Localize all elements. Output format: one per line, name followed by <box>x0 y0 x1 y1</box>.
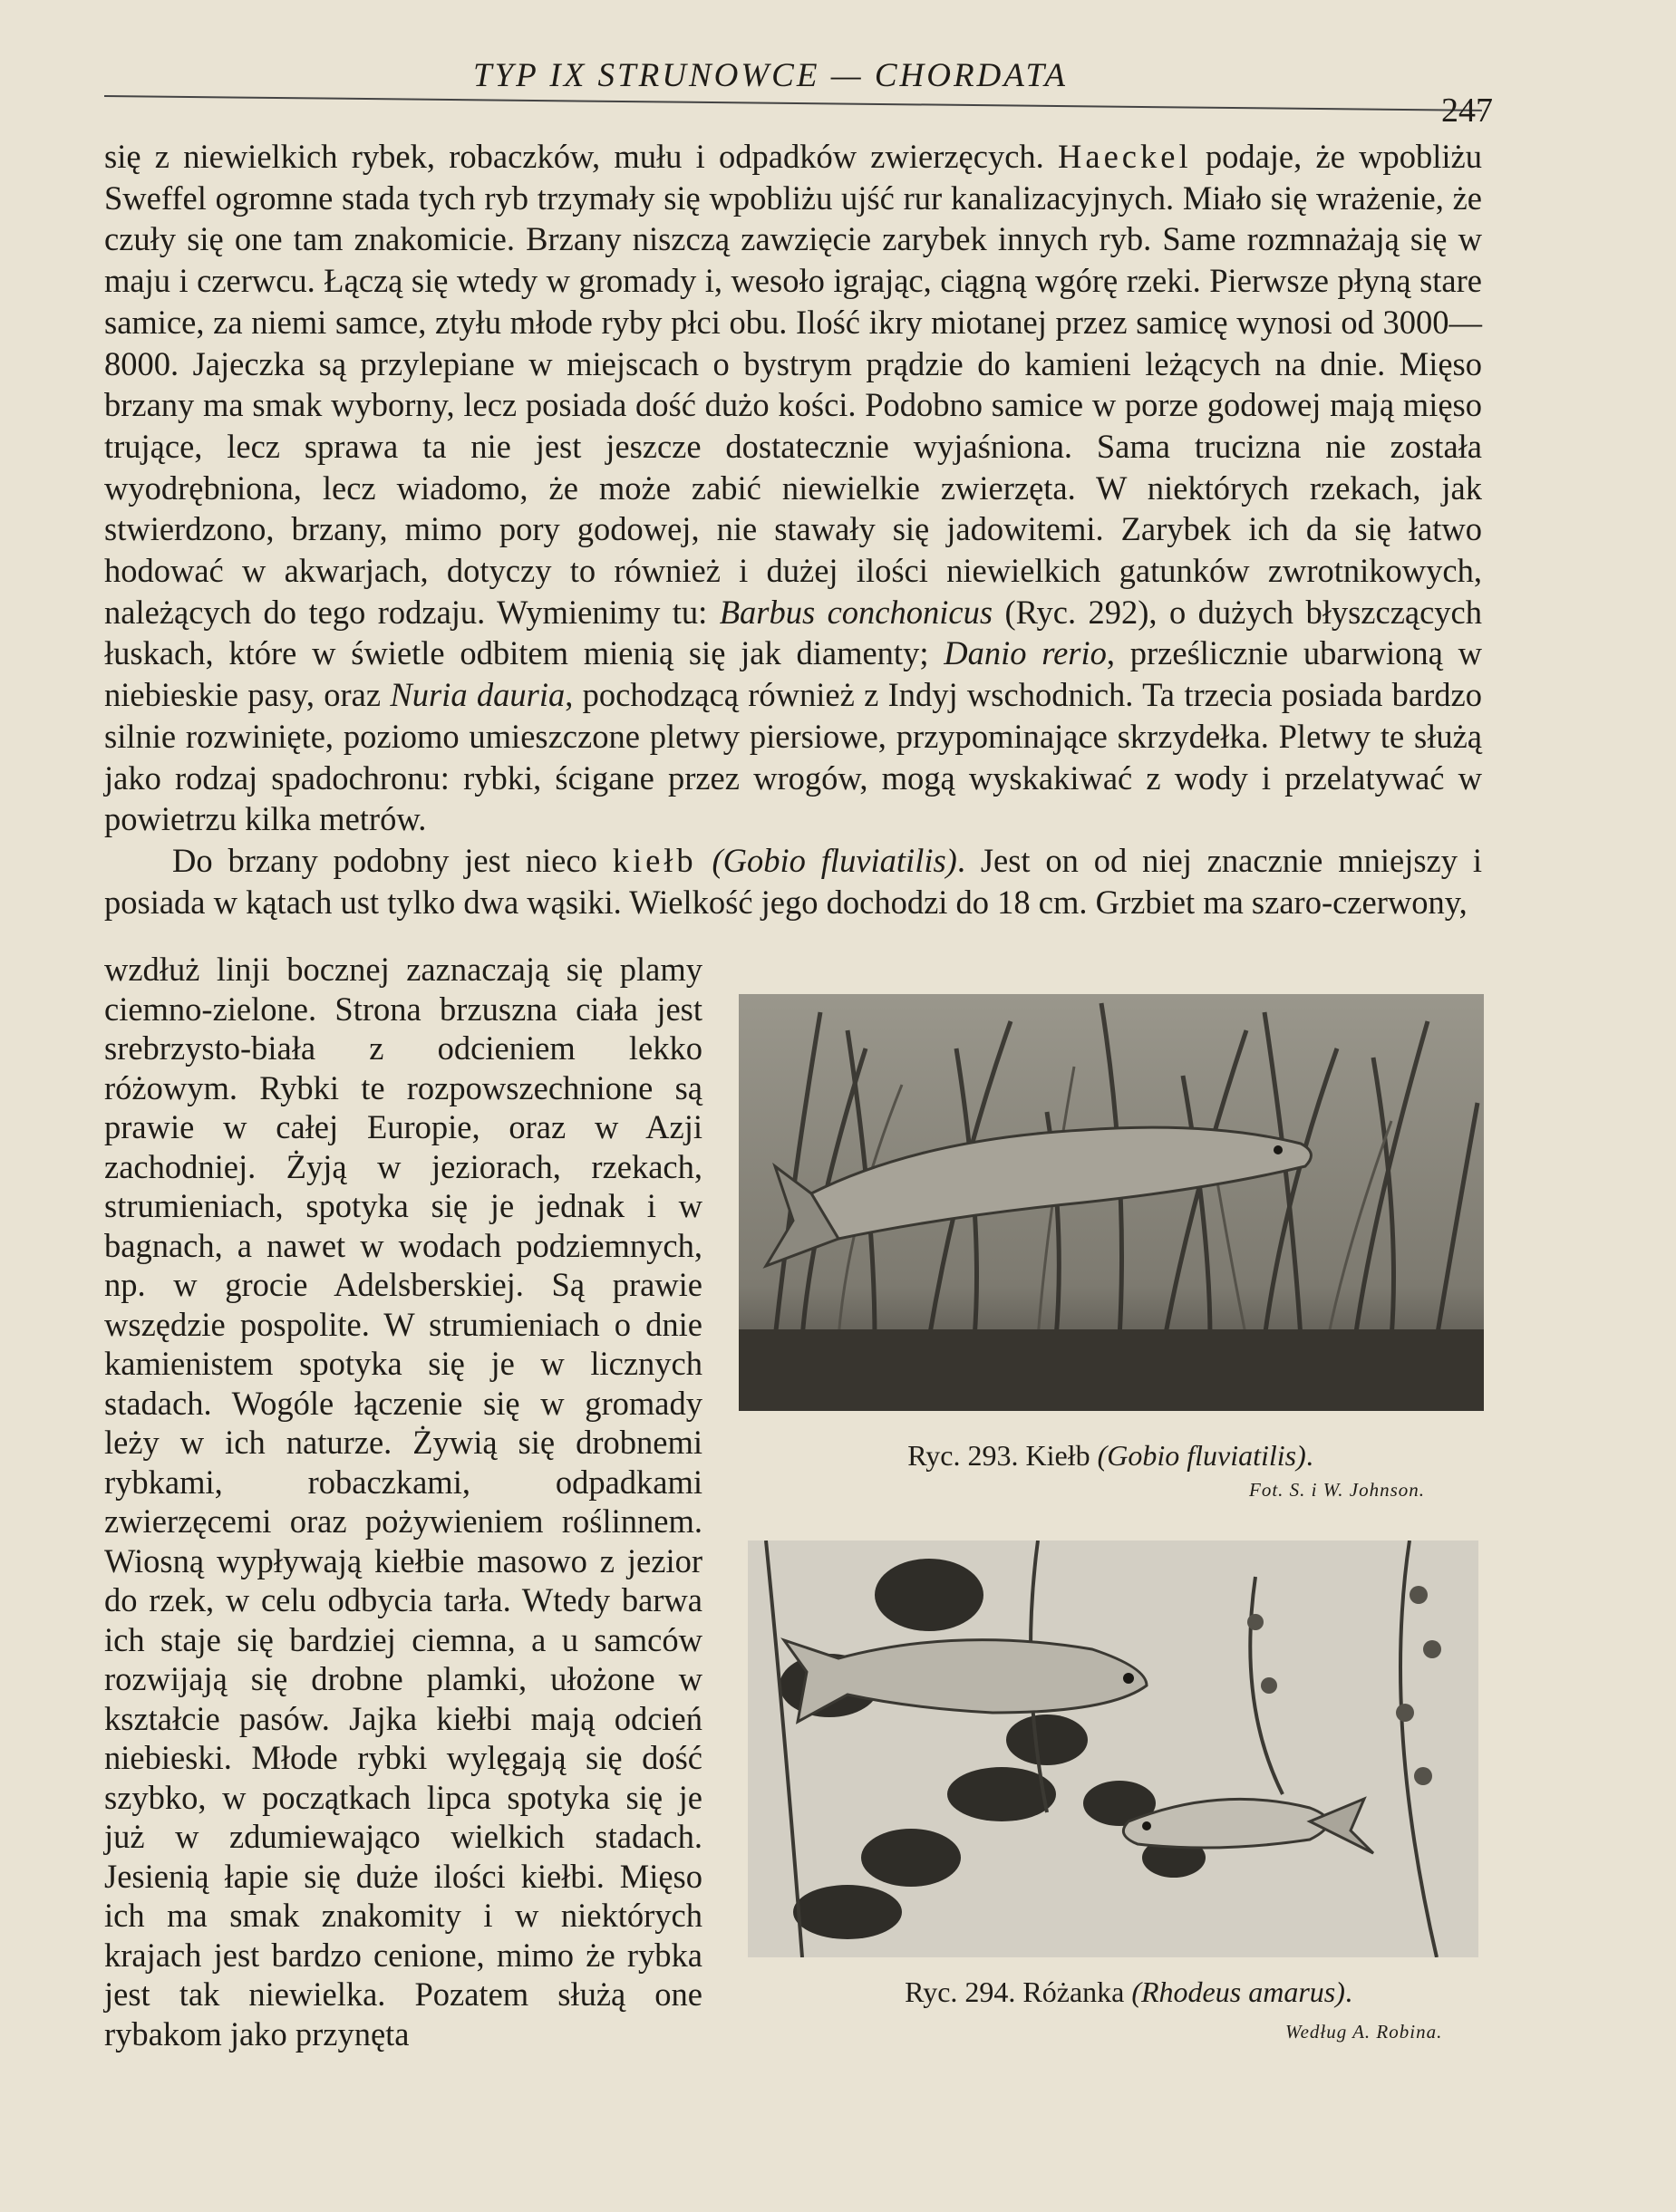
caption-end: . <box>1305 1439 1313 1472</box>
text-run: się z niewielkich rybek, robaczków, mułu i odpadków zwierzęcych. <box>104 138 1059 175</box>
text-run: podaje, że wpobliżu Sweffel ogromne stada tych ryb trzymały się wpobliżu ujść rur kanalizacyjnych. Miało się wrażenie, że czuły się one tam znakomicie. Brzany niszczą zawzięcie zarybek innych ryb. Same rozmnażają się w maju i czerwcu. Łączą się wtedy w gromady i, wesoło igrając, ciągną wgórę rzeki. Pierwsze płyną stare samice, za niemi samce, ztyłu młode ryby płci obu. Ilość ikry miotanej przez samicę wynosi od 3000—8000. Jajeczka są przylepiane w miejscach o bystrym prądzie do kamieni leżących na dnie. Mięso brzany ma smak wyborny, lecz posiada dość dużo kości. Podobno samice w porze godowej mają mięso trujące, lecz sprawa ta nie jest jeszcze dostatecznie wyjaśniona. Sama trucizna nie została wyodrębniona, lecz wiadomo, że może zabić niewielkie zwierzęta. W niektórych rzekach, jak stwierdzono, brzany, mimo pory godowej, nie stawały się jadowitemi. Zarybek ich da się łatwo hodować w akwarjach, dotyczy to również i dużej ilości niewielkich gatunków zwrotnikowych, należących do tego rodzaju. Wymienimy tu: <box>104 138 1482 631</box>
paragraph-1 <box>104 136 1482 840</box>
running-header: TYP IX STRUNOWCE — CHORDATA <box>473 57 1068 94</box>
text-run: . Jest on od niej znacznie mniejszy i posiada w kątach ust tylko dwa wąsiki. Wielkość jego dochodzi do 18 cm. Grzbiet ma szaro-czerwony, <box>104 841 1483 921</box>
column-text: wzdłuż linji bocznej zaznaczają się plamy ciemno-zielone. Strona brzuszna ciała jest srebrzysto-biała z odcieniem lekko różowym. Rybki te rozpowszechnione są prawie w całej Europie, oraz w Azji zachodniej. Żyją w jeziorach, rzekach, strumieniach, spotyka się je jednak i w bagnach, a nawet w wodach podziemnych, np. w grocie Adelsberskiej. Są prawie wszędzie pospolite. W strumieniach o dnie kamienistem spotyka się je w licznych stadach. Wogóle łączenie się w gromady leży w ich naturze. Żywią się drobnemi rybkami, robaczkami, odpadkami zwierzęcemi oraz pożywieniem roślinnem. Wiosną wypływają kiełbie masowo z jezior do rzek, w celu odbycia tarła. Wtedy barwa ich staje się bardziej ciemna, a u samców rozwijają się drobne plamki, ułożone w kształcie pasów. Jajka kiełbi mają odcień niebieski. Młode rybki wylęgają się dość szybko, w początkach lipca spotyka się je już w zdumiewająco wielkich stadach. Jesienią łapie się duże ilości kiełbi. Mięso ich ma smak znakomity i w niektórych krajach jest bardzo cenione, mimo że rybka jest tak niewielka. Pozatem służą one rybakom jako przynęta <box>104 951 702 2053</box>
figure-294-caption <box>834 1975 1423 2009</box>
figure-293-credit: Fot. S. i W. Johnson. <box>1249 1479 1426 1501</box>
text-run: (Ryc. 292), o dużych błyszczących łuskach, które w świetle odbitem mienią się jak diamenty; <box>104 593 1482 672</box>
caption-latin: (Rhodeus amarus) <box>1131 1975 1345 2008</box>
common-name: kiełb <box>612 841 697 879</box>
text-run: , pochodzącą również z Indyj wschodnich. Ta trzecia posiada bardzo silnie rozwinięte, poziomo umieszczone pletwy piersiowe, przypominające skrzydełka. Pletwy te służą jako rodzaj spadochronu: rybki, ścigane przez wrogów, mogą wyskakiwać z wody i przelatywać w powietrzu kilka metrów. <box>104 676 1482 838</box>
text-run: Do brzany podobny jest nieco <box>172 841 613 879</box>
species-name: Danio rerio <box>944 634 1107 672</box>
caption-latin: (Gobio fluviatilis) <box>1097 1439 1306 1472</box>
text-run: , prześlicznie ubarwioną w niebieskie pasy, oraz <box>104 634 1482 714</box>
main-text-block <box>104 136 1482 922</box>
species-name: Nuria dauria <box>390 676 566 714</box>
caption-label: Ryc. 294. Różanka <box>905 1975 1132 2008</box>
species-name: Barbus conchonicus <box>719 593 993 631</box>
figure-293-photo <box>739 994 1484 1411</box>
caption-end: . <box>1344 1975 1352 2008</box>
figure-294-photo <box>748 1541 1478 1957</box>
species-name: (Gobio fluviatilis) <box>712 841 957 879</box>
figure-294-credit: Według A. Robina. <box>1285 2021 1443 2043</box>
paragraph-2 <box>104 840 1482 922</box>
caption-label: Ryc. 293. Kiełb <box>907 1439 1098 1472</box>
header-rule <box>104 95 1482 111</box>
figure-293-caption <box>816 1439 1405 1473</box>
page-number: 247 <box>1441 92 1493 130</box>
author-name: Haeckel <box>1058 138 1192 175</box>
